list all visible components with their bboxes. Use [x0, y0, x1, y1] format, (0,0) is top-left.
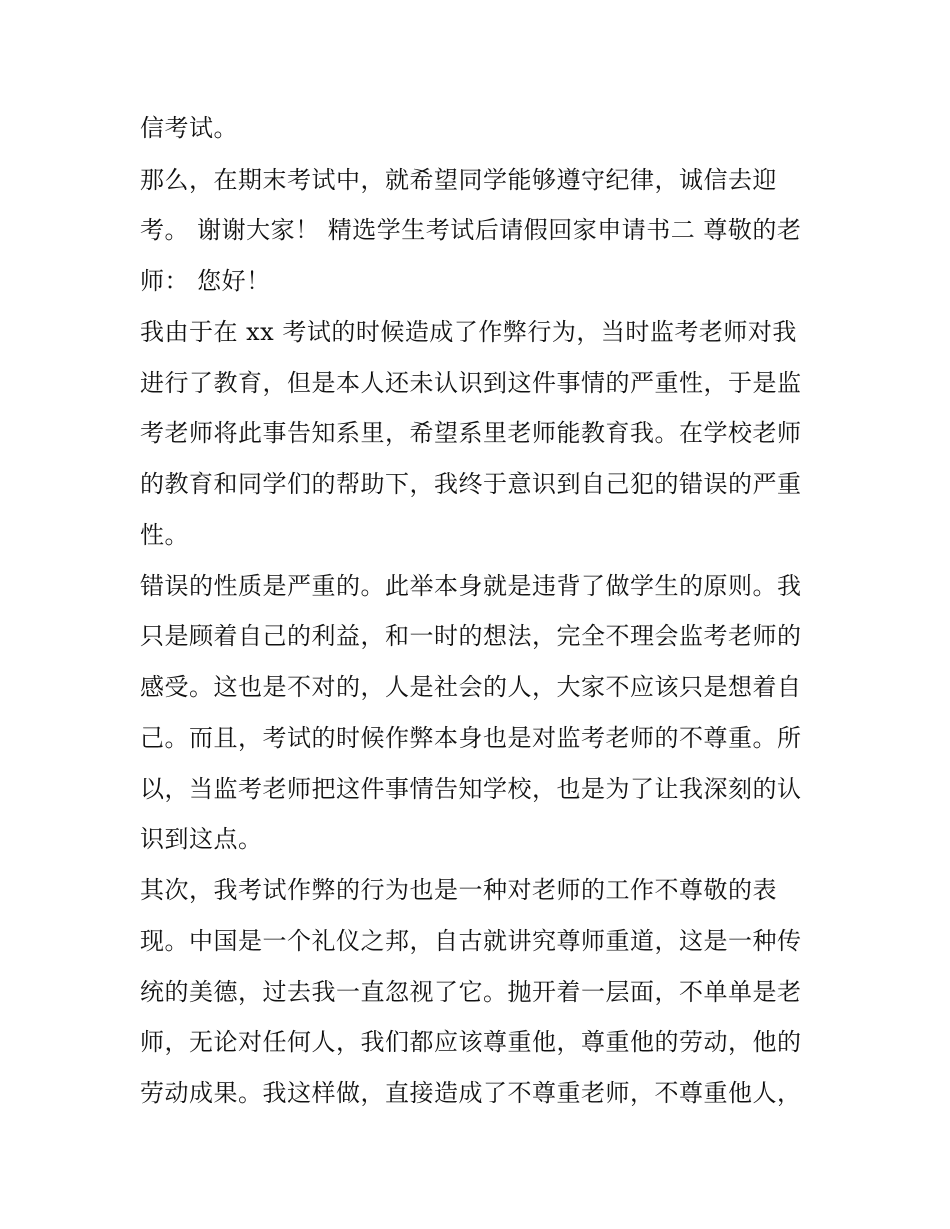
text-line: 只是顾着自己的利益，和一时的想法，完全不理会监考老师的 [140, 622, 802, 650]
text-line: 性。 [140, 521, 189, 549]
text-line: 感受。这也是不对的，人是社会的人，大家不应该只是想着自 [140, 673, 802, 701]
text-line: 师，无论对任何人，我们都应该尊重他，尊重他的劳动，他的 [140, 1028, 802, 1056]
text-line: 其次，我考试作弊的行为也是一种对老师的工作不尊敬的表 [140, 876, 777, 904]
text-line: 的教育和同学们的帮助下，我终于意识到自己犯的错误的严重 [140, 470, 802, 498]
text-line: 那么，在期末考试中，就希望同学能够遵守纪律，诚信去迎 [140, 166, 777, 194]
text-line: 劳动成果。我这样做，直接造成了不尊重老师，不尊重他人， [140, 1079, 802, 1107]
text-line: 统的美德，过去我一直忽视了它。抛开着一层面，不单单是老 [140, 978, 802, 1006]
text-line: 信考试。 [140, 114, 238, 142]
text-line: 我由于在 xx 考试的时候造成了作弊行为，当时监考老师对我 [140, 318, 797, 346]
text-line: 识到这点。 [140, 825, 263, 853]
text-line: 现。中国是一个礼仪之邦，自古就讲究尊师重道，这是一种传 [140, 927, 802, 955]
text-line: 以，当监考老师把这件事情告知学校，也是为了让我深刻的认 [140, 775, 802, 803]
text-line: 进行了教育，但是本人还未认识到这件事情的严重性，于是监 [140, 369, 802, 397]
text-line: 考。 谢谢大家！ 精选学生考试后请假回家申请书二 尊敬的老 [140, 216, 802, 244]
text-line: 考老师将此事告知系里，希望系里老师能教育我。在学校老师 [140, 419, 802, 447]
text-line: 己。而且，考试的时候作弊本身也是对监考老师的不尊重。所 [140, 724, 802, 752]
text-line: 错误的性质是严重的。此举本身就是违背了做学生的原则。我 [140, 572, 802, 600]
text-line: 师： 您好！ [140, 267, 271, 295]
